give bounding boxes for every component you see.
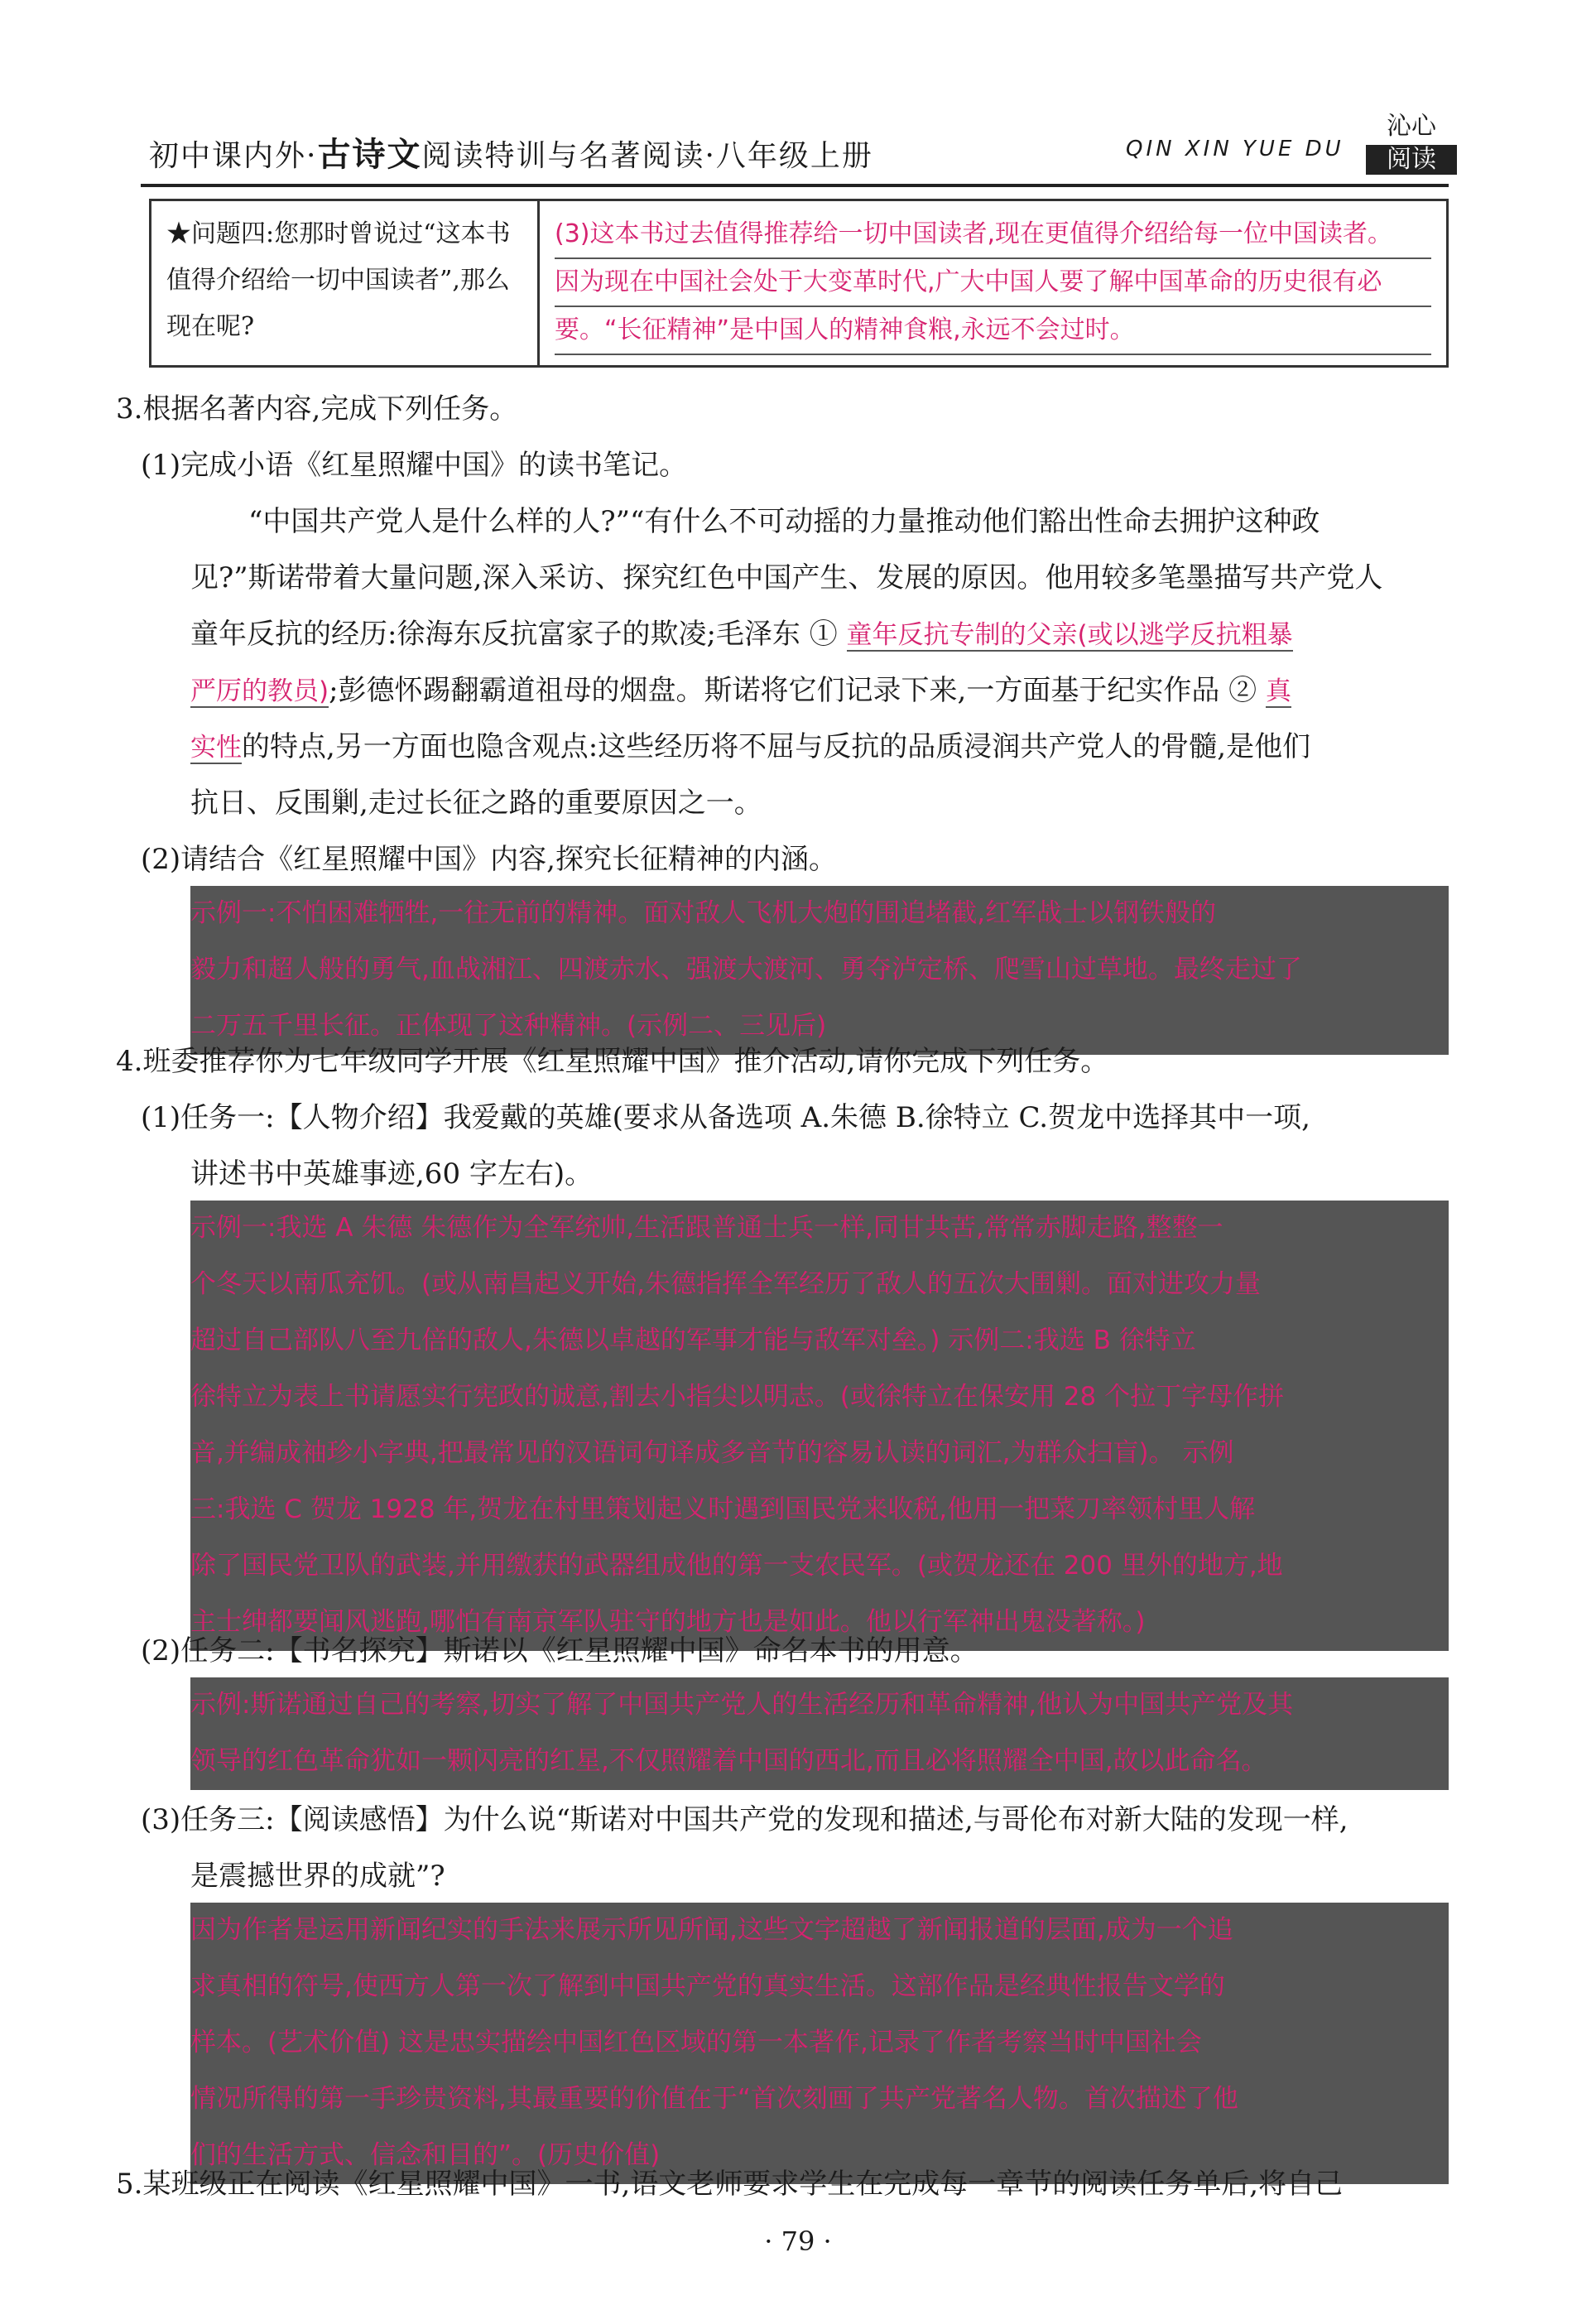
answer-line: 因为作者是运用新闻纪实的手法来展示所见所闻,这些文字超越了新闻报道的层面,成为一个追 — [190, 1903, 1449, 1959]
answer-line: 个冬天以南瓜充饥。(或从南昌起义开始,朱德指挥全军经历了敌人的五次大围剿。面对进攻力量 — [190, 1257, 1449, 1313]
answer-line: 除了国民党卫队的武装,并用缴获的武器组成他的第一支农民军。(或贺龙还在 200 里外的地方,地 — [190, 1538, 1449, 1595]
answer-line: 领导的红色革命犹如一颗闪亮的红星,不仅照耀着中国的西北,而且必将照耀全中国,故以此命名。 — [190, 1734, 1449, 1790]
q3-part1-label: (1)完成小语《红星照耀中国》的读书笔记。 — [141, 449, 688, 482]
answer-line: 主士绅都要闻风逃跑,哪怕有南京军队驻守的地方也是如此。他以行军神出鬼没著称。) — [190, 1595, 1449, 1651]
q5-stem: 5.某班级正在阅读《红星照耀中国》一书,语文老师要求学生在完成每一章节的阅读任务单后,将自己 — [116, 2168, 1344, 2201]
q3-text-line: 实性的特点,另一方面也隐含观点:这些经历将不屈与反抗的品质浸润共产党人的骨髓,是他们 — [190, 730, 1311, 763]
q4-task1-line: 讲述书中英雄事迹,60 字左右)。 — [190, 1157, 594, 1191]
answer-line: 二万五千里长征。正体现了这种精神。(示例二、三见后) — [190, 999, 1449, 1055]
answer-line: 要。“长征精神”是中国人的精神食粮,永远不会过时。 — [555, 307, 1431, 355]
answer-line: 示例一:不怕困难牺牲,一往无前的精神。面对敌人飞机大炮的围追堵截,红军战士以钢铁般的 — [190, 886, 1449, 942]
answer-line: 因为现在中国社会处于大变革时代,广大中国人要了解中国革命的历史很有必 — [555, 259, 1431, 307]
q4-stem: 4.班委推荐你为七年级同学开展《红星照耀中国》推介活动,请你完成下列任务。 — [116, 1045, 1109, 1078]
answer-line: 情况所得的第一手珍贵资料,其最重要的价值在于“首次刻画了共产党著名人物。首次描述了他 — [190, 2072, 1449, 2128]
answer-line: (3)这本书过去值得推荐给一切中国读者,现在更值得介绍给每一位中国读者。 — [555, 211, 1431, 259]
q3-text-line: “中国共产党人是什么样的人?”“有什么不可动摇的力量推动他们豁出性命去拥护这种政 — [248, 505, 1320, 538]
q4-task3-line: 是震撼世界的成就”? — [190, 1860, 445, 1893]
answer-line: 样本。(艺术价值) 这是忠实描绘中国红色区域的第一本著作,记录了作者考察当时中国社会 — [190, 2015, 1449, 2072]
answer-line: 徐特立为表上书请愿实行宪政的诚意,割去小指尖以明志。(或徐特立在保安用 28 个拉丁字母作拼 — [190, 1369, 1449, 1426]
page-header — [149, 112, 1449, 178]
answer-line: 们的生活方式、信念和目的”。(历史价值) — [190, 2128, 1449, 2184]
blank-answer-1: 童年反抗专制的父亲(或以逃学反抗粗暴 — [846, 620, 1293, 650]
q4-task2-answer — [190, 1677, 1449, 1790]
question-table — [149, 199, 1449, 368]
q4-task3-answer — [190, 1903, 1449, 2184]
q3-text-line: 抗日、反围剿,走过长征之路的重要原因之一。 — [190, 787, 762, 820]
q4-task1-line: (1)任务一:【人物介绍】我爱戴的英雄(要求从备选项 A.朱德 B.徐特立 C.贺龙中选择其中一项, — [141, 1101, 1310, 1134]
table-answer — [539, 200, 1448, 367]
q4-task1-answer — [190, 1201, 1449, 1651]
table-question: ★问题四:您那时曾说过“这本书值得介绍给一切中国读者”,那么现在呢? — [151, 200, 539, 367]
blank-answer-1-cont: 严厉的教员) — [190, 676, 329, 706]
q4-task3-line: (3)任务三:【阅读感悟】为什么说“斯诺对中国共产党的发现和描述,与哥伦布对新大陆的发现一样, — [141, 1803, 1348, 1836]
blank-answer-2-cont: 实性 — [190, 733, 242, 763]
q3-text-line: 童年反抗的经历:徐海东反抗富家子的欺凌;毛泽东 ① 童年反抗专制的父亲(或以逃学反抗粗暴 — [190, 618, 1293, 651]
header-rule — [141, 184, 1449, 187]
page-number: · 79 · — [764, 2226, 832, 2257]
q3-stem: 3.根据名著内容,完成下列任务。 — [116, 392, 518, 426]
answer-line: 三:我选 C 贺龙 1928 年,贺龙在村里策划起义时遇到国民党来收税,他用一把菜刀率领村里人解 — [190, 1482, 1449, 1538]
answer-line: 示例一:我选 A 朱德 朱德作为全军统帅,生活跟普通士兵一样,同甘共苦,常常赤脚走路,整整一 — [190, 1201, 1449, 1257]
header-english: QIN XIN YUE DU — [1126, 137, 1344, 161]
blank-answer-2: 真 — [1265, 676, 1291, 706]
answer-line: 示例:斯诺通过自己的考察,切实了解了中国共产党人的生活经历和革命精神,他认为中国共产党及其 — [190, 1677, 1449, 1734]
header-logo: 沁心 阅读 — [1366, 112, 1457, 175]
answer-line: 音,并编成袖珍小字典,把最常见的汉语词句译成多音节的容易认读的词汇,为群众扫盲)。 示例 — [190, 1426, 1449, 1482]
answer-line: 毅力和超人般的勇气,血战湘江、四渡赤水、强渡大渡河、勇夺泸定桥、爬雪山过草地。最终走过了 — [190, 942, 1449, 999]
answer-line: 求真相的符号,使西方人第一次了解到中国共产党的真实生活。这部作品是经典性报告文学的 — [190, 1959, 1449, 2015]
q4-task2-label: (2)任务二:【书名探究】斯诺以《红星照耀中国》命名本书的用意。 — [141, 1634, 978, 1667]
q3-part2-label: (2)请结合《红星照耀中国》内容,探究长征精神的内涵。 — [141, 843, 837, 876]
q3-answer — [190, 886, 1449, 1055]
q3-text-line: 见?”斯诺带着大量问题,深入采访、探究红色中国产生、发展的原因。他用较多笔墨描写共产党人 — [190, 561, 1383, 594]
answer-line: 超过自己部队八至九倍的敌人,朱德以卓越的军事才能与敌军对垒。) 示例二:我选 B 徐特立 — [190, 1313, 1449, 1369]
q3-text-line: 严厉的教员);彭德怀踢翻霸道祖母的烟盘。斯诺将它们记录下来,一方面基于纪实作品 ② 真 — [190, 674, 1291, 707]
header-title: 初中课内外·古诗文阅读特训与名著阅读·八年级上册 — [149, 135, 873, 174]
